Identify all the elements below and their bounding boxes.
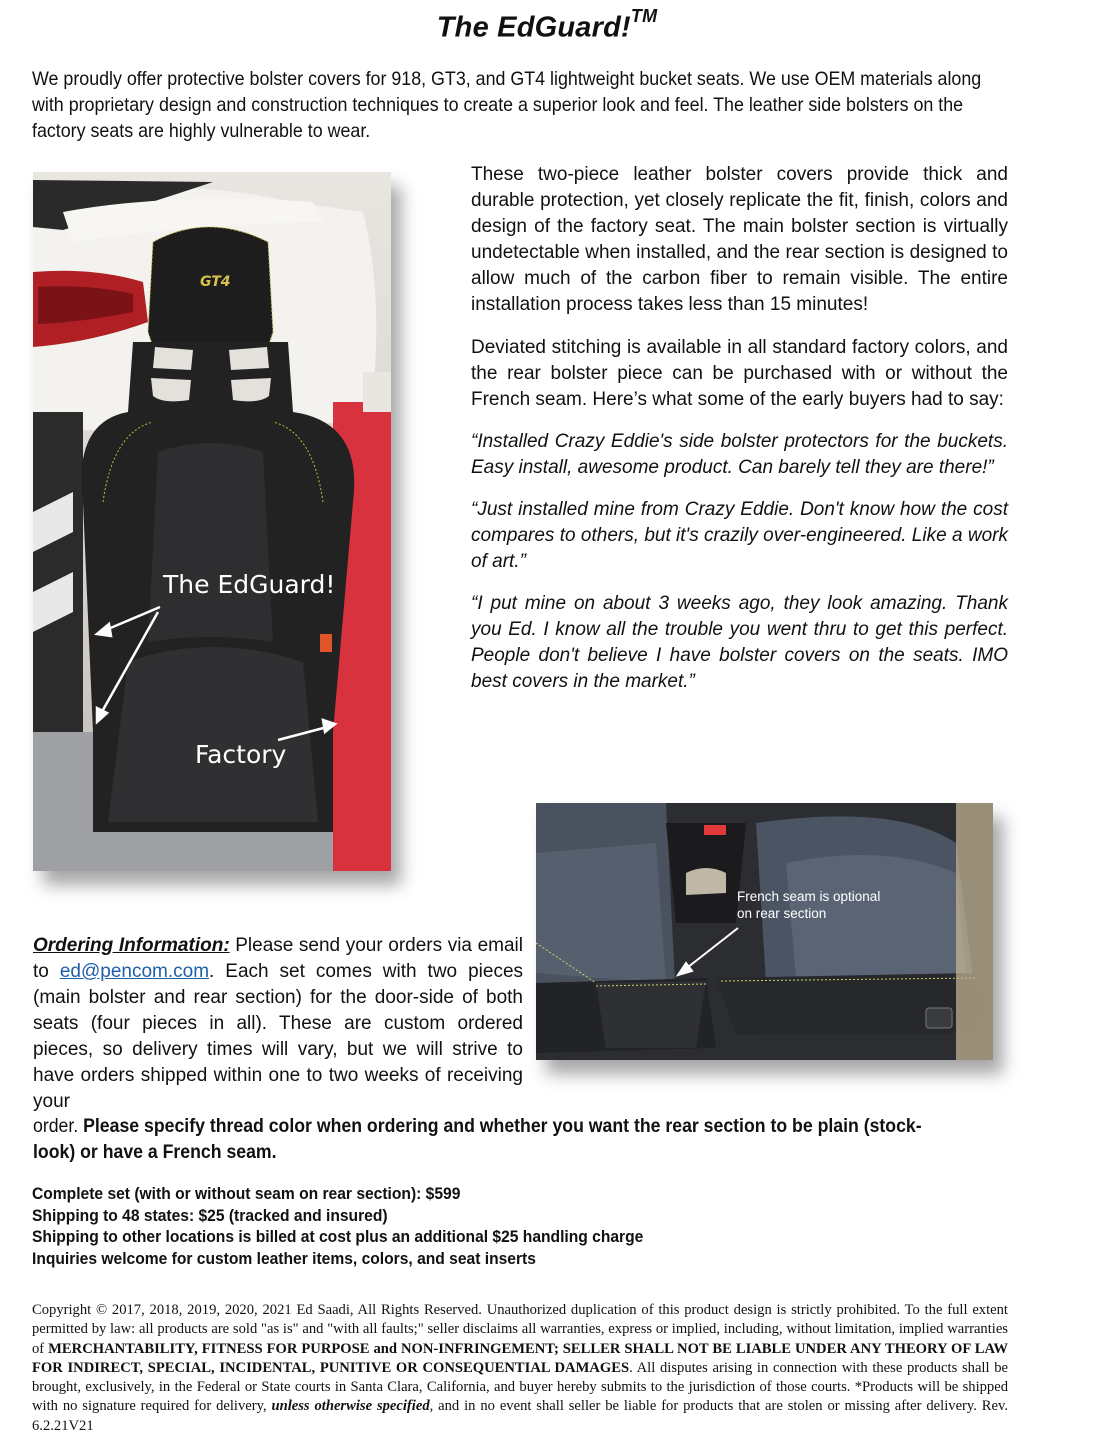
- price-shipping-48-states: Shipping to 48 states: $25 (tracked and insured): [32, 1205, 388, 1225]
- testimonial-1: “Installed Crazy Eddie's side bolster protectors for the buckets. Easy install, awesome product. Can barely tell they are there!”: [471, 431, 1008, 478]
- title-text: The EdGuard!: [436, 11, 631, 44]
- price-complete-set: Complete set (with or without seam on rear section): $599: [32, 1184, 461, 1203]
- legal-bold-italic: unless otherwise specified: [271, 1398, 430, 1415]
- ordering-heading: Ordering Information:: [33, 935, 230, 956]
- ordering-text-2: . Each set comes with two pieces (main bolster and rear section) for the door-side of both seats (four pieces in all). These are custom ordered pieces, so delivery times will vary, but we will strive to have orders shipped within one to two weeks of receiving your: [33, 961, 524, 1112]
- email-link[interactable]: ed@pencom.com: [59, 961, 210, 982]
- testimonial-2: “Just installed mine from Crazy Eddie. Don't know how the cost compares to others, but it's crazily over-engineered. Like a work of art.”: [471, 499, 1008, 572]
- trademark-mark: TM: [630, 6, 658, 26]
- page-title: [0, 6, 1094, 45]
- intro-paragraph: We proudly offer protective bolster covers for 918, GT3, and GT4 lightweight bucket seats. We use OEM materials along with proprietary design and construction techniques to create a superior look and feel. The leather side bolsters on the factory seats are highly vulnerable to wear.: [32, 69, 982, 142]
- ordering-note: [33, 1114, 963, 1166]
- seam-caption-line-2: on rear section: [737, 906, 827, 921]
- price-shipping-other: Shipping to other locations is billed at cost plus an additional $25 handling charge: [32, 1227, 644, 1246]
- custom-inquiries: Inquiries welcome for custom leather items, colors, and seat inserts: [32, 1248, 536, 1268]
- pricing-list: [32, 1183, 869, 1269]
- label-edguard: The EdGuard!: [163, 570, 336, 599]
- description-paragraph-2: Deviated stitching is available in all standard factory colors, and the rear bolster piece can be purchased with or without the French seam. Here’s what some of the early buyers had to say:: [471, 337, 1008, 410]
- description-column: [471, 162, 1008, 695]
- legal-notice: [32, 1301, 1008, 1436]
- legal-part-3: , and in no event shall seller be liable for products that are stolen or missing after delivery. Rev. 6.2.21V21: [32, 1398, 1008, 1434]
- testimonial-3: “I put mine on about 3 weeks ago, they look amazing. Thank you Ed. I know all the trouble you went thru to get this perfect. People don't believe I have bolster covers on the seats. IMO best covers in the market.”: [471, 593, 1008, 692]
- description-paragraph-1: These two-piece leather bolster covers provide thick and durable protection, yet closely replicate the fit, finish, colors and design of the factory seat. The main bolster section is virtually undetectable when installed, and the rear section is designed to allow much of the carbon fiber to remain visible. The entire installation process takes less than 15 minutes!: [471, 164, 1008, 315]
- seam-caption-line-1: French seam is optional: [737, 889, 881, 904]
- legal-bold-warranty: MERCHANTABILITY, FITNESS FOR PURPOSE and NON-INFRINGEMENT; SELLER SHALL NOT BE LIABLE UNDER ANY THEORY OF LAW FOR INDIRECT, SPECIAL, INCIDENTAL, PUNITIVE OR CONSEQUENTIAL DAMAGES: [32, 1340, 1009, 1376]
- ordering-information: [33, 933, 523, 1115]
- legal-part-1: Copyright © 2017, 2018, 2019, 2020, 2021 Ed Saadi, All Rights Reserved. Unauthorized duplication of this product design is strictly prohibited. To the full extent permitted by law: all products are sold "as is" and "with all faults;" seller disclaims all warranties, express or implied, including, without limitation, implied warranties of: [32, 1302, 1008, 1357]
- ordering-bold-note: Please specify thread color when ordering and whether you want the rear section to be plain (stock-look) or have a French seam.: [33, 1116, 922, 1163]
- ordering-text-1: Please send your orders via email to: [33, 935, 523, 982]
- legal-part-2: . All disputes arising in connection with these products shall be brought, exclusively, in the Federal or State courts in Santa Clara, California, and buyer hereby submits to the jurisdiction of those courts. *Products will be shipped with no signature required for delivery,: [32, 1359, 1008, 1415]
- french-seam-photo-graphic: [536, 803, 993, 1060]
- french-seam-photo: [536, 803, 993, 1060]
- ordering-order-word: order.: [33, 1116, 84, 1137]
- label-factory: Factory: [195, 740, 287, 769]
- headrest-logo: GT4: [200, 274, 231, 290]
- seat-photo: [33, 172, 391, 871]
